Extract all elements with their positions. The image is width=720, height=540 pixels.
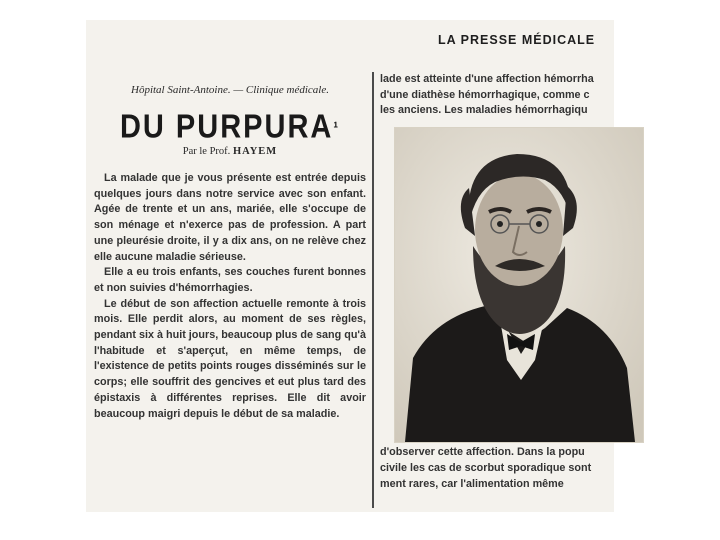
article-paragraph: Le début de son affection actuelle remonte à trois mois. Elle perdit alors, au moment de ses règles, pendant six à huit jours, beaucoup plus de sang qu'à l'habitude et s'aperçut, en même temps, de l'existence de petits points rouges disséminés sur le corps; elle souffrit des gencives et eut plus tard des épistaxis à différentes reprises. Elle dit avoir beaucoup maigri depuis le début de sa maladie. — [94, 297, 366, 420]
right-column-line: d'une diathèse hémorrhagique, comme c — [380, 88, 590, 101]
byline-prefix: Par le Prof. — [182, 146, 231, 157]
portrait-photo — [394, 127, 644, 443]
journal-masthead: LA PRESSE MÉDICALE — [438, 33, 596, 47]
portrait-illustration — [395, 128, 643, 442]
article-left-column — [94, 84, 366, 508]
article-byline — [94, 146, 366, 157]
column-divider — [372, 72, 374, 508]
article-paragraph: Elle a eu trois enfants, ses couches furent bonnes et non suivies d'hémorrhagies. — [94, 266, 366, 294]
headline-footnote: ¹ — [333, 117, 340, 137]
byline-name: HAYEM — [232, 146, 278, 157]
right-column-line: civile les cas de scorbut sporadique sont — [380, 461, 592, 474]
right-column-line: les anciens. Les maladies hémorrhagiqu — [380, 104, 588, 117]
article-headline — [94, 110, 366, 145]
right-column-line: ment rares, car l'alimentation même — [380, 477, 564, 490]
hospital-heading: Hôpital Saint-Antoine. — Clinique médicale. — [131, 84, 329, 96]
article-paragraph: La malade que je vous présente est entrée depuis quelques jours dans notre service avec son enfant. Agée de trente et un ans, mariée, elle s'occupe de son ménage et n'exerce pas de profession. A part une pleurésie droite, il y a dix ans, on ne relève chez elle aucune maladie sérieuse. — [94, 172, 366, 263]
right-column-line: d'observer cette affection. Dans la popu — [380, 446, 585, 459]
right-column-line: lade est atteinte d'une affection hémorrha — [380, 73, 594, 85]
headline-text: DU PURPURA — [119, 108, 334, 146]
